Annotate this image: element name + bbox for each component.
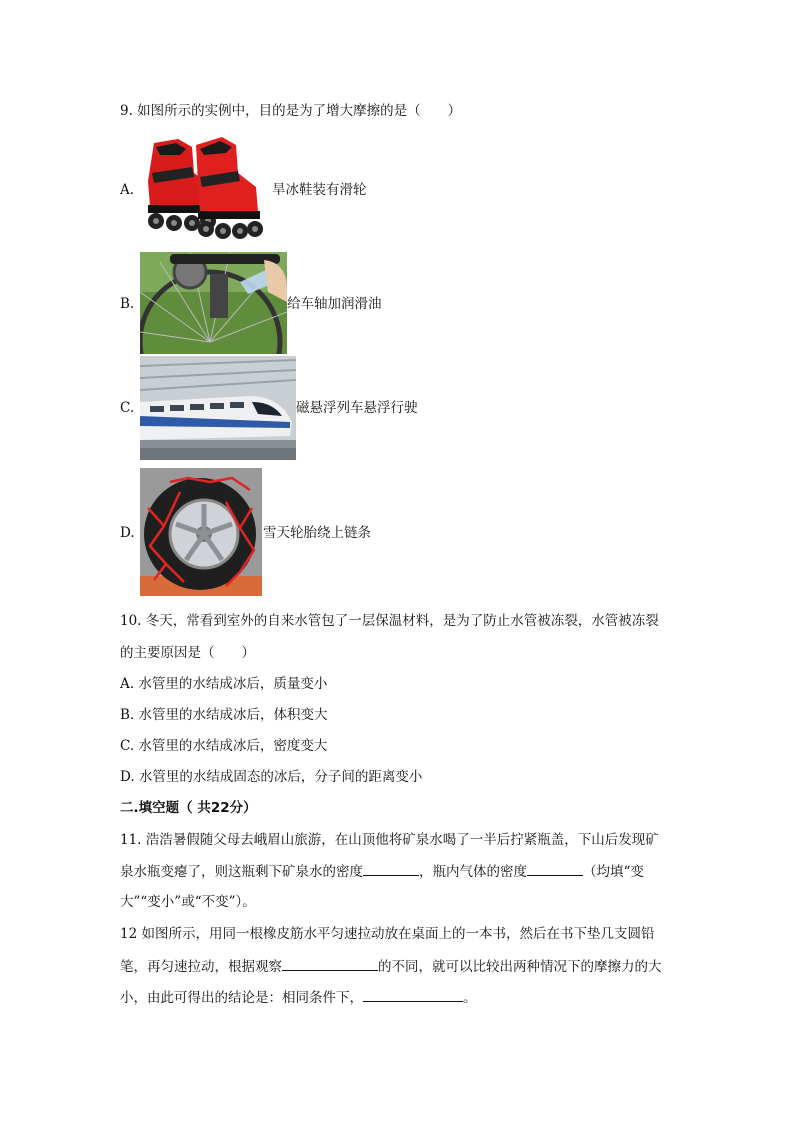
q9-option-c-letter: C. <box>120 400 135 416</box>
q12-line3-part2: 。 <box>463 990 477 1006</box>
q10-option-b: B. 水管里的水结成冰后，体积变大 <box>120 707 328 723</box>
q11-line2 <box>120 861 644 882</box>
q10-option-c: C. 水管里的水结成冰后，密度变大 <box>120 738 328 754</box>
maglev-train-image <box>140 356 296 460</box>
q9-option-d-letter: D. <box>120 525 135 541</box>
q9-option-b-letter: B. <box>120 296 135 312</box>
tire-snow-chain-image <box>140 468 262 596</box>
q11-line2-part3: （均填“变 <box>583 864 644 880</box>
q12-blank-2[interactable] <box>363 987 463 1002</box>
q9-option-d-caption: 雪天轮胎绕上链条 <box>263 525 371 541</box>
q11-blank-1[interactable] <box>363 861 419 876</box>
q12-line2-part2: 的不同，就可以比较出两种情况下的摩擦力的大 <box>378 959 662 975</box>
q9-option-a-caption: 旱冰鞋装有滑轮 <box>272 182 367 198</box>
q10-option-d: D. 水管里的水结成固态的冰后，分子间的距离变小 <box>120 769 423 785</box>
q12-line2 <box>120 956 662 977</box>
q12-line3-part1: 小，由此可得出的结论是：相同条件下， <box>120 990 363 1006</box>
q9-option-a-letter: A. <box>120 182 135 198</box>
q11-blank-2[interactable] <box>527 861 583 876</box>
bike-axle-oil-image <box>140 252 287 354</box>
q10-stem-line1: 10. 冬天，常看到室外的自来水管包了一层保温材料，是为了防止水管被冻裂，水管被冻裂 <box>120 613 659 629</box>
q11-line1: 11. 浩浩暑假随父母去峨眉山旅游，在山顶他将矿泉水喝了一半后拧紧瓶盖，下山后发现矿 <box>120 832 659 848</box>
section-title-fill-blank: 二.填空题（ 共22分） <box>120 800 257 816</box>
q9-option-b-caption: 给车轴加润滑油 <box>287 296 382 312</box>
q12-line3 <box>120 987 477 1008</box>
q9-option-c-caption: 磁悬浮列车悬浮行驶 <box>296 400 418 416</box>
roller-skates-image <box>140 133 265 245</box>
q11-line2-part2: ，瓶内气体的密度 <box>419 864 527 880</box>
q12-blank-1[interactable] <box>282 956 378 971</box>
q12-line2-part1: 笔，再匀速拉动，根据观察 <box>120 959 282 975</box>
q10-option-a: A. 水管里的水结成冰后，质量变小 <box>120 676 328 692</box>
q10-stem-line2: 的主要原因是（ ） <box>120 645 255 661</box>
q12-line1: 12 如图所示，用同一根橡皮筋水平匀速拉动放在桌面上的一本书，然后在书下垫几支圆铅 <box>120 926 655 942</box>
q11-line2-part1: 泉水瓶变瘪了，则这瓶剩下矿泉水的密度 <box>120 864 363 880</box>
q9-stem: 9. 如图所示的实例中，目的是为了增大摩擦的是（ ） <box>120 103 462 119</box>
q11-line3: 大”“变小”或“不变”）。 <box>120 894 256 910</box>
